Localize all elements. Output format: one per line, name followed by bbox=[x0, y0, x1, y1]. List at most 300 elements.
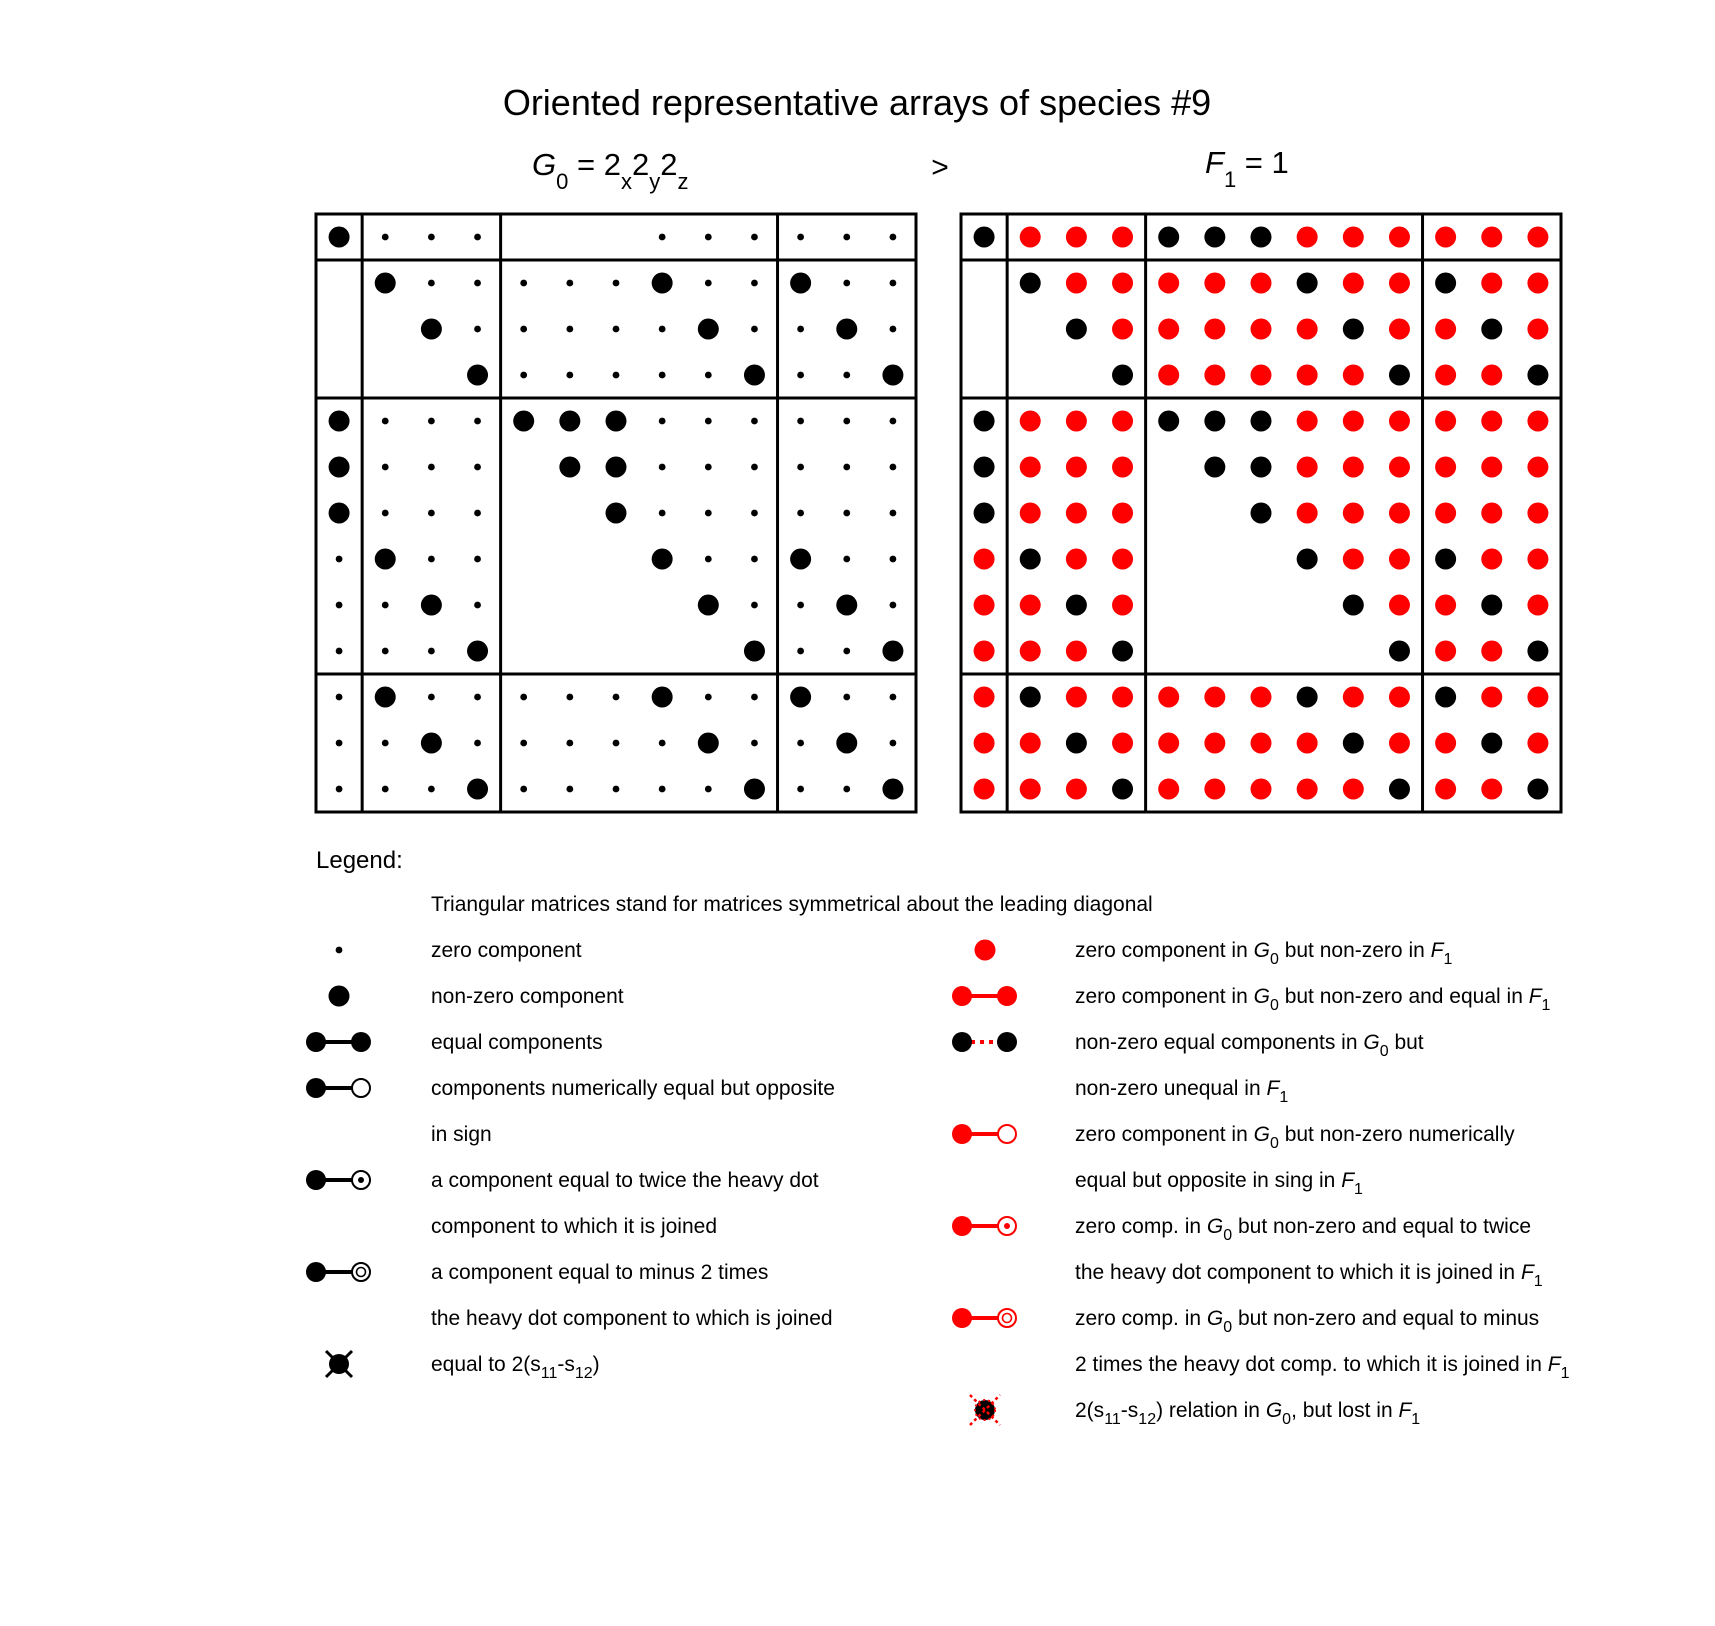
zero-component-dot bbox=[428, 510, 435, 517]
zero-component-dot bbox=[659, 740, 666, 747]
zero-component-dot bbox=[705, 510, 712, 517]
red-component-dot bbox=[1435, 641, 1456, 662]
icon-heavy-dot bbox=[952, 1308, 972, 1328]
matrix-right bbox=[961, 214, 1561, 812]
red-component-dot bbox=[1343, 273, 1364, 294]
legend-text-segment: but bbox=[1388, 1031, 1424, 1054]
legend-subscript: 0 bbox=[1223, 1319, 1233, 1336]
red-dot-icon bbox=[975, 940, 996, 961]
red-minus-twice-link-icon bbox=[952, 1308, 1016, 1328]
nonzero-component-dot bbox=[1251, 503, 1272, 524]
nonzero-component-dot bbox=[1158, 411, 1179, 432]
nonzero-component-dot bbox=[974, 227, 995, 248]
legend-text-segment: F bbox=[1547, 1353, 1561, 1376]
red-component-dot bbox=[1020, 641, 1041, 662]
red-component-dot bbox=[1389, 411, 1410, 432]
red-component-dot bbox=[1435, 411, 1456, 432]
nonzero-component-dot bbox=[974, 411, 995, 432]
header-right-subscript: 1 bbox=[1223, 167, 1237, 192]
zero-component-dot bbox=[843, 464, 850, 471]
red-component-dot bbox=[1112, 273, 1133, 294]
legend-text-segment: F bbox=[1528, 985, 1542, 1008]
legend-text-segment: ) bbox=[592, 1353, 600, 1376]
nonzero-component-dot bbox=[1527, 779, 1548, 800]
zero-component-dot bbox=[843, 556, 850, 563]
red-component-dot bbox=[1481, 779, 1502, 800]
zero-component-dot bbox=[705, 418, 712, 425]
zero-component-dot bbox=[566, 372, 573, 379]
zero-component-dot bbox=[890, 602, 897, 609]
header-left-expr-base: 2 bbox=[603, 147, 621, 182]
zero-component-dot bbox=[336, 602, 343, 609]
legend-subscript: 11 bbox=[1104, 1411, 1121, 1428]
red-component-dot bbox=[1297, 365, 1318, 386]
legend-item-line bbox=[1075, 1077, 1288, 1106]
zero-component-dot bbox=[659, 464, 666, 471]
zero-component-dot bbox=[659, 786, 666, 793]
legend-text-segment: -s bbox=[557, 1353, 575, 1376]
zero-component-dot bbox=[751, 510, 758, 517]
red-component-dot bbox=[1297, 503, 1318, 524]
icon-end-ring bbox=[998, 1125, 1016, 1143]
nonzero-component-dot bbox=[1066, 319, 1087, 340]
zero-component-dot bbox=[520, 280, 527, 287]
red-component-dot bbox=[1251, 733, 1272, 754]
icon-heavy-dot bbox=[306, 1262, 326, 1282]
legend-note: Triangular matrices stand for matrices symmetrical about the leading diagonal bbox=[431, 893, 1153, 916]
legend-text-segment: the heavy dot component to which it is joined in bbox=[1075, 1261, 1521, 1284]
zero-component-dot bbox=[797, 418, 804, 425]
legend-text-segment: 2 times the heavy dot comp. to which it is joined in bbox=[1075, 1353, 1548, 1376]
legend-item bbox=[952, 1031, 1424, 1106]
legend-item-line bbox=[1075, 1399, 1420, 1428]
nonzero-component-dot bbox=[1204, 227, 1225, 248]
red-component-dot bbox=[1158, 687, 1179, 708]
zero-component-dot bbox=[751, 326, 758, 333]
header-right-text bbox=[1205, 145, 1289, 192]
zero-component-dot bbox=[382, 418, 389, 425]
legend-subscript: 0 bbox=[1269, 951, 1279, 968]
legend-item-line bbox=[1075, 939, 1452, 968]
nonzero-component-dot bbox=[974, 503, 995, 524]
zero-component-dot bbox=[843, 786, 850, 793]
zero-component-dot bbox=[474, 418, 481, 425]
zero-component-dot bbox=[566, 694, 573, 701]
opposite-link-icon bbox=[306, 1078, 370, 1098]
zero-component-dot bbox=[520, 740, 527, 747]
red-component-dot bbox=[1343, 365, 1364, 386]
icon-heavy-dot bbox=[306, 1170, 326, 1190]
nonzero-component-dot bbox=[421, 319, 442, 340]
nonzero-component-dot bbox=[513, 411, 534, 432]
legend-text-segment: the heavy dot component to which is joined bbox=[431, 1307, 833, 1330]
zero-component-dot bbox=[797, 648, 804, 655]
legend-text-segment: equal to 2(s bbox=[431, 1353, 541, 1376]
red-component-dot bbox=[1112, 733, 1133, 754]
zero-component-dot bbox=[797, 372, 804, 379]
legend-text-segment: zero comp. in bbox=[1075, 1215, 1207, 1238]
legend-text-segment: , but lost in bbox=[1291, 1399, 1399, 1422]
zero-component-dot bbox=[751, 602, 758, 609]
legend-text-segment: component to which it is joined bbox=[431, 1215, 717, 1238]
nonzero-component-dot bbox=[1389, 641, 1410, 662]
legend-subscript: 12 bbox=[574, 1365, 593, 1382]
header-left-expr-base: 2 bbox=[631, 147, 650, 182]
red-component-dot bbox=[1343, 687, 1364, 708]
red-component-dot bbox=[974, 641, 995, 662]
legend-left-column bbox=[306, 939, 835, 1382]
zero-component-dot bbox=[751, 694, 758, 701]
zero-component-dot bbox=[613, 740, 620, 747]
nonzero-component-dot bbox=[1297, 549, 1318, 570]
nonzero-component-dot bbox=[1481, 595, 1502, 616]
legend-item bbox=[975, 939, 1453, 968]
matrix-cells bbox=[329, 227, 904, 800]
zero-component-dot bbox=[843, 418, 850, 425]
zero-component-dot bbox=[382, 234, 389, 241]
header-left-formula bbox=[532, 147, 688, 194]
zero-component-dot bbox=[613, 280, 620, 287]
legend-text-segment: but non-zero in bbox=[1278, 939, 1431, 962]
zero-component-dot bbox=[382, 602, 389, 609]
red-component-dot bbox=[1066, 227, 1087, 248]
legend-text-segment: G bbox=[1253, 1123, 1270, 1146]
nonzero-component-dot bbox=[698, 733, 719, 754]
legend-text-segment: F bbox=[1398, 1399, 1412, 1422]
red-component-dot bbox=[1389, 549, 1410, 570]
red-component-dot bbox=[1066, 779, 1087, 800]
nonzero-component-dot bbox=[974, 457, 995, 478]
zero-component-dot bbox=[474, 464, 481, 471]
legend-item bbox=[952, 1215, 1543, 1290]
zero-component-dot bbox=[474, 280, 481, 287]
zero-component-dot bbox=[843, 694, 850, 701]
legend-item-line bbox=[431, 1077, 835, 1100]
red-component-dot bbox=[1481, 687, 1502, 708]
legend-item bbox=[952, 1307, 1570, 1382]
red-component-dot bbox=[1158, 273, 1179, 294]
zero-component-dot bbox=[474, 602, 481, 609]
zero-component-dot bbox=[890, 464, 897, 471]
nonzero-component-dot bbox=[1066, 733, 1087, 754]
legend-text-segment: non-zero component bbox=[431, 985, 624, 1008]
red-component-dot bbox=[1435, 779, 1456, 800]
legend-subscript: 0 bbox=[1282, 1411, 1292, 1428]
red-component-dot bbox=[1066, 273, 1087, 294]
header-left-subscript: 0 bbox=[556, 169, 569, 194]
legend-item-line bbox=[1075, 1261, 1543, 1290]
header-relation-symbol: > bbox=[931, 151, 949, 184]
zero-component-dot bbox=[797, 234, 804, 241]
zero-component-dot bbox=[705, 280, 712, 287]
red-component-dot bbox=[1112, 411, 1133, 432]
icon-end-dot bbox=[997, 986, 1017, 1006]
zero-component-dot bbox=[659, 510, 666, 517]
legend-item-line bbox=[1075, 1123, 1515, 1152]
zero-component-dot bbox=[613, 694, 620, 701]
legend-text-segment: F bbox=[1430, 939, 1444, 962]
nonzero-component-dot bbox=[375, 687, 396, 708]
header-right-equals: = 1 bbox=[1236, 145, 1289, 180]
red-component-dot bbox=[974, 733, 995, 754]
nonzero-component-dot bbox=[421, 733, 442, 754]
legend-item-line bbox=[431, 985, 624, 1008]
legend-subscript: 0 bbox=[1223, 1227, 1233, 1244]
legend-item-line bbox=[431, 1031, 603, 1054]
red-component-dot bbox=[1343, 549, 1364, 570]
zero-component-dot bbox=[336, 648, 343, 655]
zero-component-dot bbox=[797, 786, 804, 793]
header-left-expr-subscript: z bbox=[677, 169, 689, 194]
nonzero-component-dot bbox=[744, 641, 765, 662]
zero-component-dot bbox=[613, 372, 620, 379]
nonzero-component-dot bbox=[606, 457, 627, 478]
red-component-dot bbox=[1343, 227, 1364, 248]
red-component-dot bbox=[1158, 319, 1179, 340]
legend-text-segment: G bbox=[1206, 1215, 1224, 1238]
legend-item-line bbox=[431, 1307, 833, 1330]
zero-component-dot bbox=[520, 786, 527, 793]
legend-title: Legend: bbox=[316, 847, 403, 874]
zero-component-dot bbox=[659, 418, 666, 425]
nonzero-component-dot bbox=[790, 549, 811, 570]
nonzero-component-dot bbox=[467, 779, 488, 800]
red-component-dot bbox=[1527, 273, 1548, 294]
red-component-dot bbox=[1481, 457, 1502, 478]
red-component-dot bbox=[1527, 503, 1548, 524]
red-component-dot bbox=[1481, 549, 1502, 570]
legend-item bbox=[952, 1123, 1515, 1198]
zero-component-dot bbox=[474, 694, 481, 701]
red-component-dot bbox=[1112, 457, 1133, 478]
nonzero-component-dot bbox=[1066, 595, 1087, 616]
legend-subscript: 1 bbox=[1354, 1181, 1363, 1198]
legend-text-segment: G bbox=[1363, 1031, 1380, 1054]
red-component-dot bbox=[1297, 411, 1318, 432]
legend-text-segment: -s bbox=[1120, 1399, 1139, 1422]
red-component-dot bbox=[1527, 595, 1548, 616]
nonzero-component-dot bbox=[1251, 227, 1272, 248]
header-left-expr-subscript: y bbox=[649, 169, 661, 194]
legend-text-segment: a component equal to twice the heavy dot bbox=[431, 1169, 819, 1192]
red-component-dot bbox=[1527, 687, 1548, 708]
zero-component-dot bbox=[843, 372, 850, 379]
zero-component-dot bbox=[428, 556, 435, 563]
red-component-dot bbox=[1020, 227, 1041, 248]
red-component-dot bbox=[1389, 595, 1410, 616]
icon-heavy-dot bbox=[952, 1216, 972, 1236]
header-left-equals: = bbox=[568, 147, 604, 182]
nonzero-component-dot bbox=[1112, 779, 1133, 800]
cross-dot-icon bbox=[326, 1351, 352, 1377]
red-component-dot bbox=[1297, 457, 1318, 478]
nonzero-dot-icon bbox=[329, 986, 350, 1007]
red-component-dot bbox=[1435, 319, 1456, 340]
red-component-dot bbox=[1020, 733, 1041, 754]
red-opposite-link-icon bbox=[952, 1124, 1016, 1144]
red-component-dot bbox=[1251, 687, 1272, 708]
zero-component-dot bbox=[336, 740, 343, 747]
nonzero-component-dot bbox=[375, 549, 396, 570]
legend-item-line bbox=[1075, 1307, 1539, 1336]
legend-text-segment: G bbox=[1253, 939, 1270, 962]
red-component-dot bbox=[1527, 549, 1548, 570]
zero-component-dot bbox=[705, 372, 712, 379]
zero-component-dot bbox=[520, 694, 527, 701]
legend-subscript: 1 bbox=[1411, 1411, 1421, 1428]
red-component-dot bbox=[1066, 641, 1087, 662]
zero-component-dot bbox=[474, 326, 481, 333]
legend-text-segment: 2(s bbox=[1075, 1399, 1105, 1422]
zero-component-dot bbox=[659, 326, 666, 333]
icon-end-inner-ring bbox=[357, 1268, 366, 1277]
icon-end-dot bbox=[997, 1032, 1017, 1052]
icon-heavy-dot bbox=[952, 1124, 972, 1144]
legend-item-line bbox=[431, 1215, 717, 1238]
zero-component-dot bbox=[890, 326, 897, 333]
legend-item-line bbox=[1075, 985, 1551, 1014]
red-component-dot bbox=[1066, 411, 1087, 432]
zero-component-dot bbox=[382, 648, 389, 655]
nonzero-component-dot bbox=[1481, 319, 1502, 340]
legend-text-segment: but non-zero and equal to twice bbox=[1232, 1215, 1532, 1238]
zero-component-dot bbox=[890, 694, 897, 701]
red-component-dot bbox=[1435, 503, 1456, 524]
nonzero-component-dot bbox=[1020, 273, 1041, 294]
nonzero-component-dot bbox=[652, 549, 673, 570]
nonzero-component-dot bbox=[559, 457, 580, 478]
red-component-dot bbox=[974, 687, 995, 708]
red-component-dot bbox=[1020, 595, 1041, 616]
header-right-symbol: F bbox=[1205, 145, 1224, 180]
nonzero-component-dot bbox=[1435, 273, 1456, 294]
zero-component-dot bbox=[751, 556, 758, 563]
header-left-symbol: G bbox=[532, 147, 557, 182]
zero-component-dot bbox=[566, 280, 573, 287]
legend-text-segment: G bbox=[1265, 1399, 1283, 1422]
red-component-dot bbox=[1435, 733, 1456, 754]
legend-subscript: 1 bbox=[1560, 1365, 1570, 1382]
legend-text-segment: F bbox=[1341, 1169, 1355, 1192]
legend-item-line bbox=[431, 1169, 819, 1192]
zero-component-dot bbox=[843, 648, 850, 655]
nonzero-component-dot bbox=[1297, 687, 1318, 708]
zero-component-dot bbox=[659, 234, 666, 241]
legend-item-line bbox=[431, 1353, 600, 1382]
legend-item bbox=[326, 1351, 600, 1382]
legend-text-segment: but non-zero and equal in bbox=[1278, 985, 1529, 1008]
legend-text-segment: G bbox=[1206, 1307, 1224, 1330]
nonzero-component-dot bbox=[790, 273, 811, 294]
red-component-dot bbox=[1481, 365, 1502, 386]
nonzero-component-dot bbox=[1435, 549, 1456, 570]
icon-dot bbox=[336, 947, 343, 954]
red-component-dot bbox=[1112, 319, 1133, 340]
legend-text-segment: a component equal to minus 2 times bbox=[431, 1261, 769, 1284]
icon-dot bbox=[975, 940, 996, 961]
zero-component-dot bbox=[843, 234, 850, 241]
red-component-dot bbox=[974, 779, 995, 800]
zero-component-dot bbox=[520, 326, 527, 333]
zero-component-dot bbox=[474, 510, 481, 517]
nonzero-component-dot bbox=[790, 687, 811, 708]
zero-component-dot bbox=[705, 786, 712, 793]
icon-end-center-dot bbox=[1004, 1223, 1010, 1229]
legend-text-segment: equal components bbox=[431, 1031, 603, 1054]
zero-component-dot bbox=[705, 234, 712, 241]
red-component-dot bbox=[1251, 273, 1272, 294]
legend-subscript: 0 bbox=[1269, 1135, 1279, 1152]
zero-component-dot bbox=[428, 234, 435, 241]
legend-text-segment: non-zero unequal in bbox=[1075, 1077, 1267, 1100]
zero-component-dot bbox=[382, 510, 389, 517]
zero-component-dot bbox=[566, 786, 573, 793]
zero-component-dot bbox=[382, 786, 389, 793]
matrix-cells bbox=[974, 227, 1549, 800]
red-component-dot bbox=[1435, 595, 1456, 616]
icon-end-dot bbox=[351, 1032, 371, 1052]
legend-item-line bbox=[1075, 1169, 1363, 1198]
legend-text-segment: but non-zero numerically bbox=[1278, 1123, 1515, 1146]
equal-link-icon bbox=[306, 1032, 371, 1052]
zero-component-dot bbox=[382, 740, 389, 747]
red-twice-link-icon bbox=[952, 1216, 1016, 1236]
red-component-dot bbox=[1527, 733, 1548, 754]
zero-component-dot bbox=[797, 510, 804, 517]
red-component-dot bbox=[1204, 365, 1225, 386]
nonzero-component-dot bbox=[1389, 365, 1410, 386]
zero-component-dot bbox=[705, 556, 712, 563]
red-component-dot bbox=[1297, 733, 1318, 754]
zero-component-dot bbox=[428, 786, 435, 793]
zero-component-dot bbox=[428, 280, 435, 287]
zero-component-dot bbox=[890, 510, 897, 517]
nonzero-component-dot bbox=[882, 779, 903, 800]
header-left-expr-subscript: x bbox=[620, 169, 632, 194]
legend-subscript: 11 bbox=[540, 1365, 558, 1382]
legend-text-segment: zero component in bbox=[1075, 1123, 1254, 1146]
red-component-dot bbox=[1481, 273, 1502, 294]
nonzero-component-dot bbox=[1251, 457, 1272, 478]
nonzero-component-dot bbox=[1435, 687, 1456, 708]
legend-text-segment: F bbox=[1520, 1261, 1534, 1284]
legend-text-segment: G bbox=[1253, 985, 1270, 1008]
legend-text-segment: non-zero equal components in bbox=[1075, 1031, 1364, 1054]
legend-item bbox=[306, 1031, 603, 1054]
nonzero-component-dot bbox=[1204, 457, 1225, 478]
nonzero-component-dot bbox=[1481, 733, 1502, 754]
zero-component-dot bbox=[797, 602, 804, 609]
red-component-dot bbox=[1435, 457, 1456, 478]
red-component-dot bbox=[1066, 687, 1087, 708]
icon-heavy-dot bbox=[952, 1032, 972, 1052]
legend-text-segment: components numerically equal but opposite bbox=[431, 1077, 835, 1100]
legend-text-segment: zero component in bbox=[1075, 939, 1254, 962]
legend-item bbox=[329, 985, 624, 1008]
red-component-dot bbox=[1343, 411, 1364, 432]
legend-item-line bbox=[431, 939, 582, 962]
red-component-dot bbox=[1112, 549, 1133, 570]
nonzero-component-dot bbox=[329, 411, 350, 432]
zero-component-dot bbox=[474, 556, 481, 563]
nonzero-component-dot bbox=[1527, 641, 1548, 662]
icon-heavy-dot bbox=[952, 986, 972, 1006]
red-component-dot bbox=[1020, 779, 1041, 800]
legend-subscript: 12 bbox=[1138, 1411, 1157, 1428]
legend-item bbox=[970, 1395, 1420, 1428]
red-component-dot bbox=[1481, 227, 1502, 248]
zero-component-dot bbox=[797, 326, 804, 333]
